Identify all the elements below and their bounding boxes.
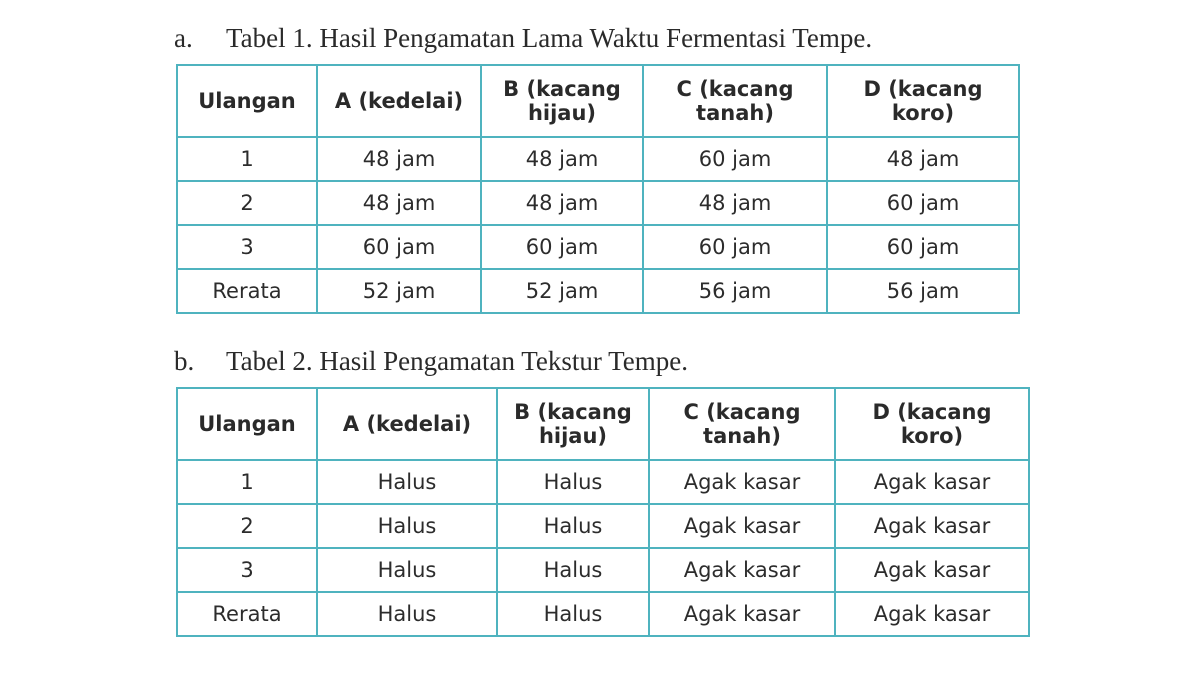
column-header: D (kacang koro) <box>827 65 1019 137</box>
table-cell: 48 jam <box>827 137 1019 181</box>
table-cell: Halus <box>317 548 497 592</box>
column-header: A (kedelai) <box>317 65 481 137</box>
row-label-cell: 1 <box>177 137 317 181</box>
table-row <box>177 269 1019 313</box>
table-cell: Halus <box>317 504 497 548</box>
table-cell: 60 jam <box>643 225 827 269</box>
table-cell: 48 jam <box>317 181 481 225</box>
table-cell: Agak kasar <box>835 592 1029 636</box>
table-cell: 60 jam <box>827 225 1019 269</box>
table-cell: 48 jam <box>643 181 827 225</box>
row-label-cell: 1 <box>177 460 317 504</box>
column-header: Ulangan <box>177 388 317 460</box>
table-cell: Agak kasar <box>649 592 835 636</box>
table-cell: 48 jam <box>481 181 643 225</box>
table-cell: Halus <box>317 460 497 504</box>
table-2-title: Tabel 2. Hasil Pengamatan Tekstur Tempe. <box>226 346 688 376</box>
table-cell: 60 jam <box>481 225 643 269</box>
column-header: Ulangan <box>177 65 317 137</box>
column-header: A (kedelai) <box>317 388 497 460</box>
column-header: B (kacang hijau) <box>497 388 649 460</box>
table-1-title: Tabel 1. Hasil Pengamatan Lama Waktu Fermentasi Tempe. <box>226 23 873 53</box>
table-cell: 60 jam <box>643 137 827 181</box>
texture-table <box>176 387 1030 637</box>
table-cell: 56 jam <box>827 269 1019 313</box>
table-row <box>177 592 1029 636</box>
table-cell: Agak kasar <box>649 504 835 548</box>
fermentation-time-table <box>176 64 1020 314</box>
table-1-letter: a. <box>174 23 193 53</box>
row-label-cell: Rerata <box>177 592 317 636</box>
table-cell: Halus <box>497 548 649 592</box>
column-header: D (kacang koro) <box>835 388 1029 460</box>
row-label-cell: 2 <box>177 504 317 548</box>
table-2-caption <box>174 348 688 375</box>
table-cell: Halus <box>497 460 649 504</box>
table-cell: Halus <box>497 592 649 636</box>
column-header: C (kacang tanah) <box>649 388 835 460</box>
table-cell: 48 jam <box>481 137 643 181</box>
table-cell: Agak kasar <box>649 460 835 504</box>
table-row <box>177 181 1019 225</box>
column-header: B (kacang hijau) <box>481 65 643 137</box>
table-cell: Agak kasar <box>835 504 1029 548</box>
table-cell: 56 jam <box>643 269 827 313</box>
table-row <box>177 225 1019 269</box>
table-cell: 60 jam <box>317 225 481 269</box>
table-row <box>177 548 1029 592</box>
table-cell: 52 jam <box>317 269 481 313</box>
row-label-cell: 2 <box>177 181 317 225</box>
table-row <box>177 504 1029 548</box>
table-2-letter: b. <box>174 346 195 376</box>
table-cell: Agak kasar <box>649 548 835 592</box>
table-row <box>177 460 1029 504</box>
table-1-caption <box>174 25 872 52</box>
table-cell: 60 jam <box>827 181 1019 225</box>
table-cell: 48 jam <box>317 137 481 181</box>
row-label-cell: 3 <box>177 548 317 592</box>
table-cell: Agak kasar <box>835 460 1029 504</box>
column-header: C (kacang tanah) <box>643 65 827 137</box>
table-cell: Halus <box>317 592 497 636</box>
table-row <box>177 137 1019 181</box>
table-cell: Agak kasar <box>835 548 1029 592</box>
row-label-cell: Rerata <box>177 269 317 313</box>
row-label-cell: 3 <box>177 225 317 269</box>
table-header-row <box>177 388 1029 460</box>
table-header-row <box>177 65 1019 137</box>
table-cell: 52 jam <box>481 269 643 313</box>
table-cell: Halus <box>497 504 649 548</box>
